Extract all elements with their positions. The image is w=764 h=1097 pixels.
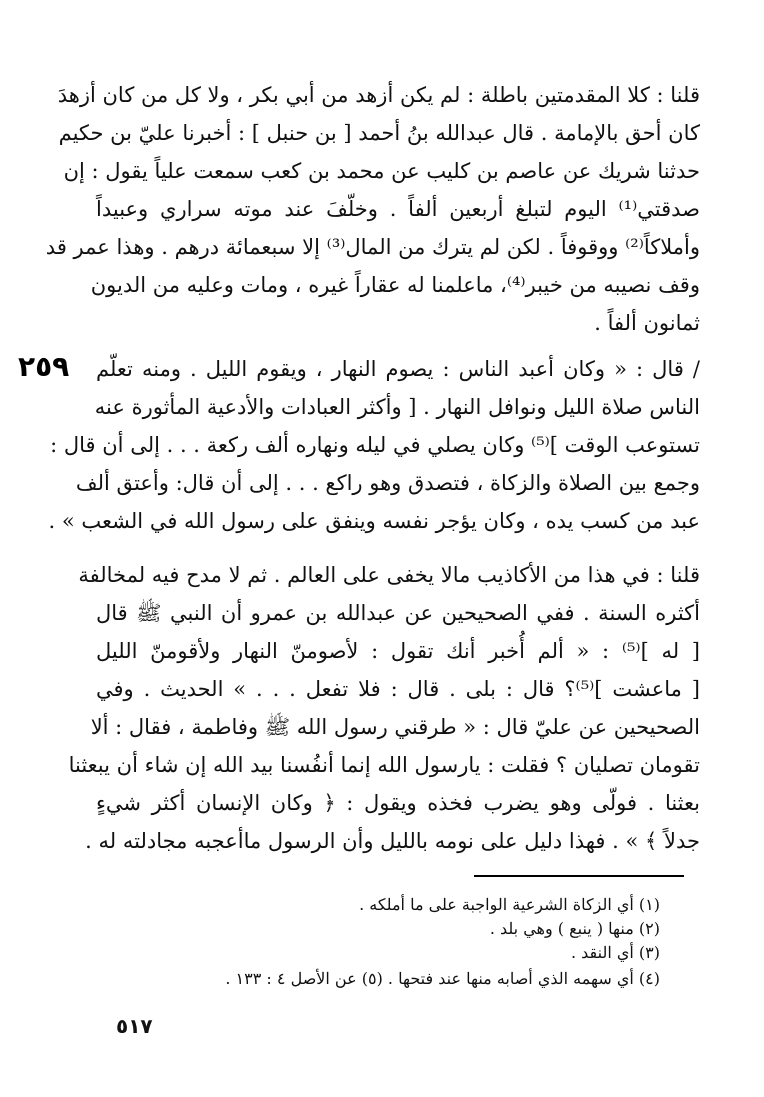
text-line: الناس صلاة الليل ونوافل النهار . [ وأكثر العبادات والأدعية المأثورة عنه xyxy=(94,395,700,419)
text-line: تستوعب الوقت ]⁽⁵⁾ وكان يصلي في ليله ونهاره ألف ركعة . . . إلى أن قال : xyxy=(50,433,700,457)
text-line: عبد من كسب يده ، وكان يؤجر نفسه وينفق على رسول الله في الشعب » . xyxy=(48,509,700,533)
text-line: أكثره السنة . ففي الصحيحين عن عبدالله بن عمرو أن النبي ﷺ قال xyxy=(96,601,700,625)
footnote: (٣) أي النقد . xyxy=(570,943,660,962)
footnote: (٤) أي سهمه الذي أصابه منها عند فتحها . (٥) عن الأصل ٤ : ١٣٣ . xyxy=(225,969,660,988)
footnote: (١) أي الزكاة الشرعية الواجبة على ما أملكه . xyxy=(359,895,660,914)
text-line: قلنا : كلا المقدمتين باطلة : لم يكن أزهد من أبي بكر ، ولا كل من كان أزهدَ xyxy=(57,83,700,107)
text-line: وقف نصيبه من خيبر⁽⁴⁾، ماعلمنا له عقاراً غيره ، ومات وعليه من الديون xyxy=(90,273,700,297)
text-line: كان أحق بالإمامة . قال عبدالله بنُ أحمد [ بن حنبل ] : أخبرنا عليّ بن حكيم xyxy=(58,121,700,145)
text-line: وأملاكاً⁽²⁾ ووقوفاً . لكن لم يترك من المال⁽³⁾ إلا سبعمائة درهم . وهذا عمر قد xyxy=(45,235,700,259)
margin-page-number: ٢٥٩ xyxy=(18,350,70,383)
text-line: حدثنا شريك عن عاصم بن كليب عن محمد بن كعب سمعت علياً يقول : إن xyxy=(63,159,700,183)
text-line: [ ماعشت ]⁽⁵⁾؟ قال : بلى . قال : فلا تفعل . . . » الحديث . وفي xyxy=(96,677,700,701)
text-line: ثمانون ألفاً . xyxy=(594,311,700,335)
page-number: ٥١٧ xyxy=(116,1014,153,1038)
text-line: قلنا : في هذا من الأكاذيب مالا يخفى على العالم . ثم لا مدح فيه لمخالفة xyxy=(78,563,700,587)
footnote: (٢) منها ( ينبع ) وهي بلد . xyxy=(489,919,660,938)
text-line: صدقتي⁽¹⁾ اليوم لتبلغ أربعين ألفاً . وخلّفَ عند موته سراري وعبيداً xyxy=(96,197,700,221)
text-line: تقومان تصليان ؟ فقلت : يارسول الله إنما أنفُسنا بيد الله إن شاء أن يبعثنا xyxy=(68,753,700,777)
text-line: جدلاً ﴾ » . فهذا دليل على نومه بالليل وأن الرسول ماأعجبه مجادلته له . xyxy=(85,829,700,853)
text-line: / قال : « وكان أعبد الناس : يصوم النهار ، ويقوم الليل . ومنه تعلّم xyxy=(96,357,700,381)
text-line: بعثنا . فولّى وهو يضرب فخذه ويقول : ﴿ وكان الإنسان أكثر شيءٍ xyxy=(96,791,700,815)
text-line: وجمع بين الصلاة والزكاة ، فتصدق وهو راكع . . . إلى أن قال: وأعتق ألف xyxy=(75,471,700,495)
text-line: [ له ]⁽⁵⁾ : « ألم أُخبر أنك تقول : لأصومنّ النهار ولأقومنّ الليل xyxy=(96,639,700,663)
footnote-divider xyxy=(474,875,684,877)
text-line: الصحيحين عن عليّ قال : « طرقني رسول الله ﷺ وفاطمة ، فقال : ألا xyxy=(90,715,700,739)
